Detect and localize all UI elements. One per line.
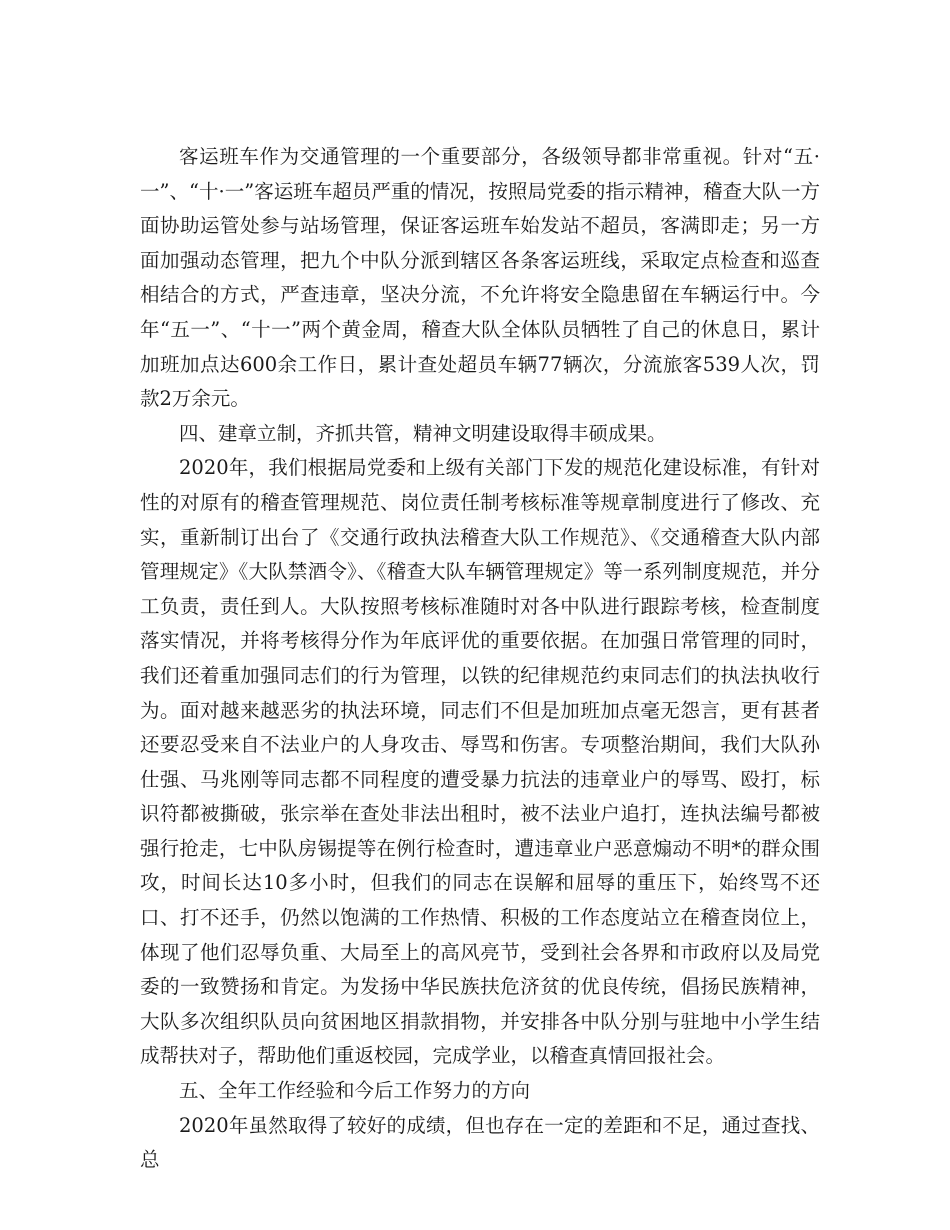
document-body	[140, 140, 820, 1178]
section-heading-4: 四、建章立制，齐抓共管，精神文明建设取得丰硕成果。	[179, 421, 667, 445]
section-heading-5: 五、全年工作经验和今后工作努力的方向	[179, 1079, 531, 1103]
paragraph-summary: 2020年虽然取得了较好的成绩，但也存在一定的差距和不足，通过查找、总	[140, 1113, 820, 1172]
paragraph-passenger-bus: 客运班车作为交通管理的一个重要部分，各级领导都非常重视。针对“五·一”、“十·一”客运班车超员严重的情况，按照局党委的指示精神，稽查大队一方面协助运管处参与站场管理，保证客运班车始发站不超员，客满即走；另一方面加强动态管理，把九个中队分派到辖区各条客运班线，采取定点检查和巡查相结合的方式，严查违章，坚决分流，不允许将安全隐患留在车辆运行中。今年“五一”、“十一”两个黄金周，稽查大队全体队员牺牲了自己的休息日，累计加班加点达600余工作日，累计查处超员车辆77辆次，分流旅客539人次，罚款2万余元。	[140, 145, 820, 411]
paragraph-regulations: 2020年，我们根据局党委和上级有关部门下发的规范化建设标准，有针对性的对原有的稽查管理规范、岗位责任制考核标准等规章制度进行了修改、充实，重新制订出台了《交通行政执法稽查大队工作规范》、《交通稽查大队内部管理规定》《大队禁酒令》、《稽查大队车辆管理规定》等一系列制度规范，并分工负责，责任到人。大队按照考核标准随时对各中队进行跟踪考核，检查制度落实情况，并将考核得分作为年底评优的重要依据。在加强日常管理的同时，我们还着重加强同志们的行为管理，以铁的纪律规范约束同志们的执法执收行为。面对越来越恶劣的执法环境，同志们不但是加班加点毫无怨言，更有甚者还要忍受来自不法业户的人身攻击、辱骂和伤害。专项整治期间，我们大队孙仕强、马兆刚等同志都不同程度的遭受暴力抗法的违章业户的辱骂、殴打，标识符都被撕破，张宗举在查处非法出租时，被不法业户追打，连执法编号都被强行抢走，七中队房锡提等在例行检查时，遭违章业户恶意煽动不明*的群众围攻，时间长达10多小时，但我们的同志在误解和屈辱的重压下，始终骂不还口、打不还手，仍然以饱满的工作热情、积极的工作态度站立在稽查岗位上，体现了他们忍辱负重、大局至上的高风亮节，受到社会各界和市政府以及局党委的一致赞扬和肯定。为发扬中华民族扶危济贫的优良传统，倡扬民族精神，大队多次组织队员向贫困地区捐款捐物，并安排各中队分别与驻地中小学生结成帮扶对子，帮助他们重返校园，完成学业，以稽查真情回报社会。	[140, 456, 820, 1068]
